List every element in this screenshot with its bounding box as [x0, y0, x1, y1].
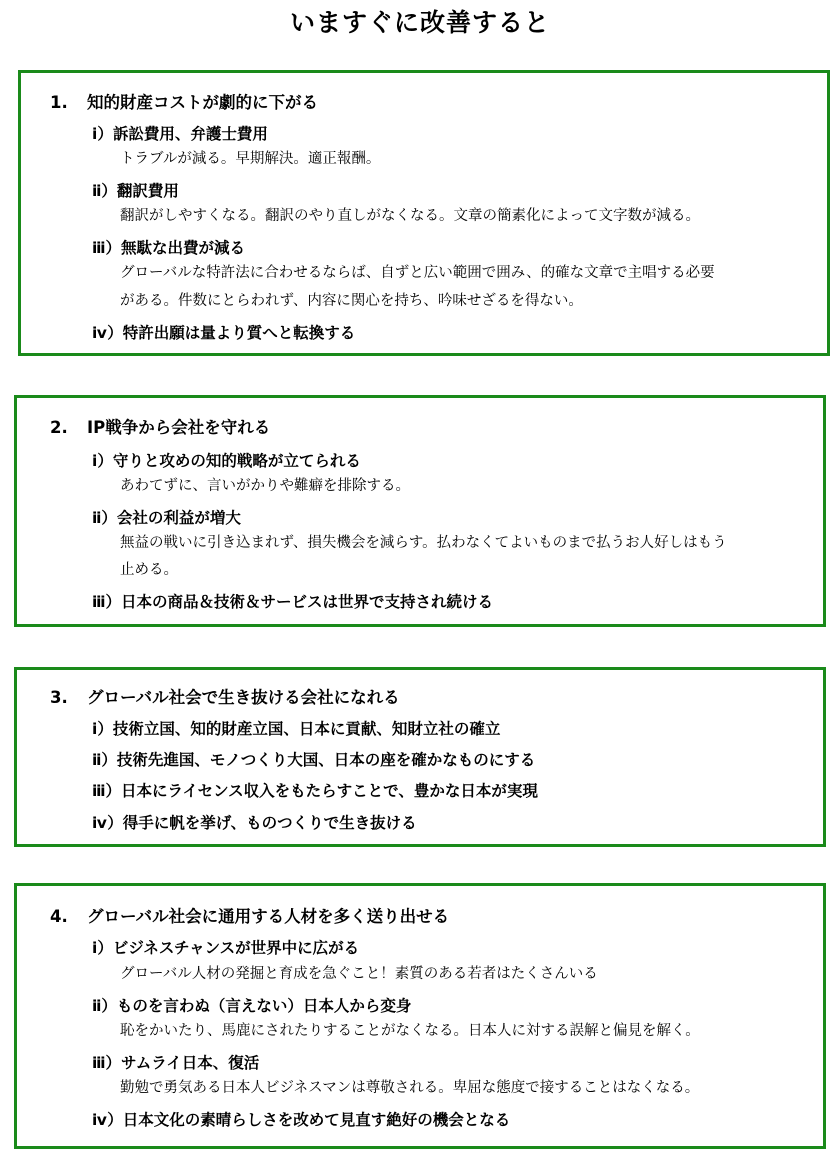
- section-number: 1.: [50, 93, 68, 112]
- list-item-label: ⅱ）会社の利益が増大: [92, 509, 241, 527]
- section-number: 3.: [50, 688, 68, 707]
- list-item-label: ⅳ）特許出願は量より質へと転換する: [92, 324, 356, 342]
- list-item-label: ⅰ）技術立国、知的財産立国、日本に貢献、知財立社の確立: [92, 720, 501, 738]
- list-item-desc: 止める。: [120, 562, 178, 578]
- list-item-desc: 翻訳がしやすくなる。翻訳のやり直しがなくなる。文章の簡素化によって文字数が減る。: [120, 208, 700, 224]
- list-item-desc: 無益の戦いに引き込まれず、損失機会を減らす。払わなくてよいものまで払うお人好しはもう: [120, 535, 727, 551]
- section-heading-1: [50, 91, 318, 115]
- list-item-label: ⅲ）日本の商品＆技術＆サービスは世界で支持され続ける: [92, 593, 494, 611]
- list-item-label: ⅱ）ものを言わぬ（言えない）日本人から変身: [92, 997, 412, 1015]
- list-item-label: ⅰ）ビジネスチャンスが世界中に広がる: [92, 939, 360, 957]
- page-title: いますぐに改善すると: [289, 8, 550, 37]
- section-heading-text: 知的財産コストが劇的に下がる: [87, 93, 318, 112]
- list-item-label: ⅰ）訴訟費用、弁護士費用: [92, 125, 268, 143]
- list-item-desc: トラブルが減る。早期解決。適正報酬。: [120, 151, 381, 167]
- section-heading-text: IP戦争から会社を守れる: [87, 418, 271, 437]
- list-item-label: ⅲ）無駄な出費が減る: [92, 239, 246, 257]
- list-item-label: ⅳ）得手に帆を挙げ、ものつくりで生き抜ける: [92, 814, 417, 832]
- list-item-desc: グローバル人材の発掘と育成を急ぐこと！素質のある若者はたくさんいる: [120, 966, 598, 982]
- list-item-label: ⅰ）守りと攻めの知的戦略が立てられる: [92, 452, 361, 470]
- list-item-desc: 勤勉で勇気ある日本人ビジネスマンは尊敬される。卑屈な態度で接することはなくなる。: [120, 1080, 700, 1096]
- list-item-label: ⅱ）技術先進国、モノつくり大国、日本の座を確かなものにする: [92, 751, 536, 769]
- list-item-desc: 恥をかいたり、馬鹿にされたりすることがなくなる。日本人に対する誤解と偏見を解く。: [120, 1023, 700, 1039]
- section-heading-4: [50, 905, 449, 929]
- list-item-desc: あわてずに、言いがかりや難癖を排除する。: [120, 478, 410, 494]
- section-heading-3: [50, 686, 400, 710]
- list-item-desc: がある。件数にとらわれず、内容に関心を持ち、吟味せざるを得ない。: [120, 293, 583, 309]
- list-item-desc: グローバルな特許法に合わせるならば、自ずと広い範囲で囲み、的確な文章で主唱する必要: [120, 265, 715, 281]
- section-heading-2: [50, 416, 270, 440]
- list-item-label: ⅲ）サムライ日本、復活: [92, 1054, 260, 1072]
- section-number: 4.: [50, 907, 68, 926]
- section-heading-text: グローバル社会で生き抜ける会社になれる: [87, 688, 400, 707]
- section-heading-text: グローバル社会に通用する人材を多く送り出せる: [87, 907, 450, 926]
- section-number: 2.: [50, 418, 68, 437]
- list-item-label: ⅱ）翻訳費用: [92, 182, 179, 200]
- list-item-label: ⅳ）日本文化の素晴らしさを改めて見直す絶好の機会となる: [92, 1111, 511, 1129]
- list-item-label: ⅲ）日本にライセンス収入をもたらすことで、豊かな日本が実現: [92, 782, 538, 800]
